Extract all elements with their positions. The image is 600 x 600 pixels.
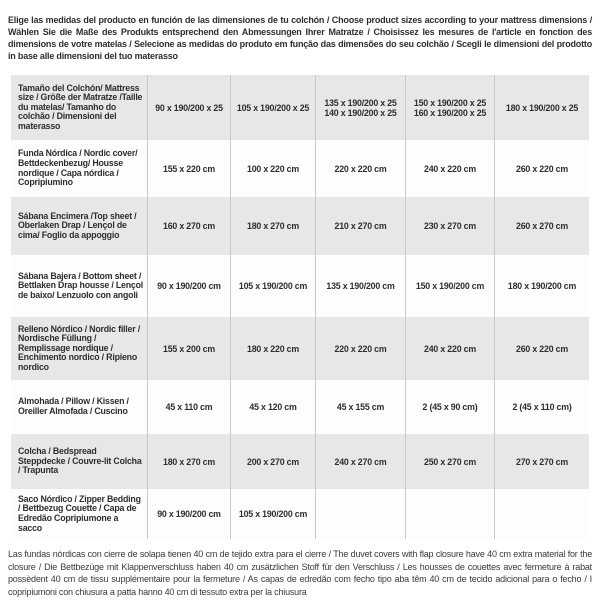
size-value: 90 x 190/200 cm bbox=[157, 509, 221, 519]
size-cell bbox=[405, 75, 494, 140]
size-value: 155 x 200 cm bbox=[163, 343, 215, 354]
footnote-text: Las fundas nórdicas con cierre de solapa tienen 40 cm de tejido extra para el cierre / The duvet covers with flap closure have 40 cm extra material for the closure / Die Bettbezüge mit Klappenverschluss haben 40 cm zusätzlichen Stoff für den Verschluss / Les housses de couettes avec fermeture à rabat possèdent 40 cm de tissu supplémentaire pour la fermeture / As capas de edredão com fecho tipo aba têm 40 cm de tecido adicional para o fecho / I copripiumoni con chiusura a patta hanno 40 cm di tessuto extra per la chiusura bbox=[8, 549, 592, 597]
size-cell bbox=[405, 317, 494, 380]
table-row-pillow bbox=[11, 380, 589, 434]
size-value: 260 x 220 cm bbox=[516, 163, 568, 174]
table-row-top-sheet bbox=[11, 197, 589, 255]
size-cell-empty bbox=[405, 489, 494, 539]
size-value: 230 x 270 cm bbox=[424, 221, 476, 231]
size-value: 240 x 220 cm bbox=[424, 343, 476, 354]
size-cell bbox=[494, 75, 589, 140]
size-value: 260 x 220 cm bbox=[516, 343, 568, 354]
row-label: Tamaño del Colchón/ Mattress size / Größe der Matratze /Taille du matelas/ Tamanho do colchão / Dimensioni del materasso bbox=[18, 82, 143, 131]
size-cell-empty bbox=[315, 489, 405, 539]
size-value: 45 x 155 cm bbox=[336, 402, 385, 412]
size-cell bbox=[230, 197, 315, 255]
size-value: 240 x 220 cm bbox=[424, 163, 476, 174]
size-value: 200 x 270 cm bbox=[247, 456, 299, 467]
size-value: 45 x 120 cm bbox=[249, 402, 297, 412]
row-label: Sábana Bajera / Bottom sheet / Bettlaken Drap housse / Lençol de baixo/ Lenzuolo con angoli bbox=[18, 270, 144, 300]
size-value: 90 x 190/200 x 25 bbox=[155, 102, 223, 113]
size-value: 180 x 190/200 x 25 bbox=[505, 102, 579, 113]
size-value: 240 x 270 cm bbox=[334, 456, 387, 467]
size-value: 2 (45 x 110 cm) bbox=[512, 402, 572, 412]
row-label: Relleno Nórdico / Nordic filler / Nordische Füllung / Remplissage nordique / Enchimento nordico / Ripieno nordico bbox=[18, 323, 140, 372]
size-value: 180 x 270 cm bbox=[247, 221, 299, 231]
size-value: 140 x 190/200 x 25 bbox=[324, 107, 397, 118]
size-value: 155 x 220 cm bbox=[163, 163, 215, 174]
size-cell bbox=[494, 197, 589, 255]
size-cell bbox=[230, 434, 315, 489]
table-row-mattress-size bbox=[11, 75, 589, 140]
size-value: 90 x 190/200 cm bbox=[157, 281, 221, 291]
size-cell bbox=[147, 380, 230, 434]
size-cell bbox=[494, 380, 589, 434]
row-label: Funda Nórdica / Nordic cover/ Bettdeckenbezug/ Housse nordique / Capa nórdica / Copripiumino bbox=[18, 148, 138, 188]
size-value: 150 x 190/200 x 25 bbox=[413, 97, 487, 108]
size-cell bbox=[315, 255, 405, 317]
table-row-duvet-filler bbox=[11, 317, 589, 380]
size-cell bbox=[315, 140, 405, 197]
size-cell bbox=[405, 140, 494, 197]
size-value: 2 (45 x 90 cm) bbox=[422, 402, 478, 412]
row-label: Almohada / Pillow / Kissen / Oreiller Almofada / Cuscino bbox=[18, 396, 129, 416]
size-cell bbox=[230, 317, 315, 380]
size-cell bbox=[315, 434, 405, 489]
size-value: 160 x 190/200 x 25 bbox=[413, 107, 487, 118]
size-cell bbox=[147, 255, 230, 317]
size-value: 105 x 190/200 x 25 bbox=[236, 102, 310, 113]
size-value: 180 x 220 cm bbox=[247, 343, 299, 354]
size-cell bbox=[405, 380, 494, 434]
size-cell bbox=[315, 317, 405, 380]
size-value: 160 x 270 cm bbox=[163, 221, 215, 231]
size-cell bbox=[494, 255, 589, 317]
size-value: 260 x 270 cm bbox=[516, 221, 568, 231]
size-cell bbox=[315, 197, 405, 255]
size-value: 45 x 110 cm bbox=[165, 402, 213, 412]
size-value: 105 x 190/200 cm bbox=[238, 281, 308, 291]
size-value: 210 x 270 cm bbox=[334, 221, 387, 231]
size-cell-empty bbox=[494, 489, 589, 539]
table-row-duvet-cover bbox=[11, 140, 589, 197]
table-row-bedspread bbox=[11, 434, 589, 489]
size-cell bbox=[230, 255, 315, 317]
row-label: Saco Nórdico / Zipper Bedding / Bettbezug Couette / Capa de Edredão Copripiumone a sacco bbox=[18, 493, 141, 533]
size-cell bbox=[494, 317, 589, 380]
size-table bbox=[11, 75, 589, 539]
row-label: Colcha / Bedspread Steppdecke / Couvre-lit Colcha / Trapunta bbox=[18, 446, 142, 476]
size-value: 250 x 270 cm bbox=[424, 456, 476, 467]
size-cell bbox=[230, 489, 315, 539]
size-cell bbox=[147, 317, 230, 380]
table-row-bottom-sheet bbox=[11, 255, 589, 317]
size-cell bbox=[147, 75, 230, 140]
intro-text: Elige las medidas del producto en función de las dimensiones de tu colchón / Choose product sizes according to your mattress dimensions / Wählen Sie die Maße des Produkts entsprechend den Abmessungen Ihrer Matratze / Choisissez les mesures de l'article en fonction des dimensions de votre matelas / Selecione as medidas do produto em função das dimensões do seu colchão / Scegli le dimensioni del prodotto in base alle dimensioni del tuo materasso bbox=[8, 15, 592, 61]
size-cell bbox=[147, 489, 230, 539]
size-cell bbox=[315, 380, 405, 434]
row-label: Sábana Encimera /Top sheet / Oberlaken Drap / Lençol de cima/ Foglio da appoggio bbox=[18, 210, 137, 240]
size-cell bbox=[315, 75, 405, 140]
size-value: 180 x 270 cm bbox=[163, 456, 215, 467]
size-value: 220 x 220 cm bbox=[334, 343, 387, 354]
size-cell bbox=[405, 255, 494, 317]
size-cell bbox=[230, 140, 315, 197]
size-cell bbox=[405, 197, 494, 255]
size-value: 100 x 220 cm bbox=[247, 163, 299, 174]
size-value: 150 x 190/200 cm bbox=[415, 281, 485, 291]
size-cell bbox=[494, 434, 589, 489]
size-value: 270 x 270 cm bbox=[516, 456, 568, 467]
size-cell bbox=[405, 434, 494, 489]
size-value: 180 x 190/200 cm bbox=[507, 281, 577, 291]
size-value: 135 x 190/200 x 25 bbox=[324, 97, 397, 108]
size-value: 105 x 190/200 cm bbox=[238, 509, 308, 519]
size-cell bbox=[147, 140, 230, 197]
size-cell bbox=[147, 197, 230, 255]
table-row-zipper-bedding bbox=[11, 489, 589, 539]
size-cell bbox=[230, 75, 315, 140]
size-cell bbox=[147, 434, 230, 489]
size-value: 220 x 220 cm bbox=[334, 163, 387, 174]
size-value: 135 x 190/200 cm bbox=[326, 281, 395, 291]
size-cell bbox=[494, 140, 589, 197]
size-cell bbox=[230, 380, 315, 434]
